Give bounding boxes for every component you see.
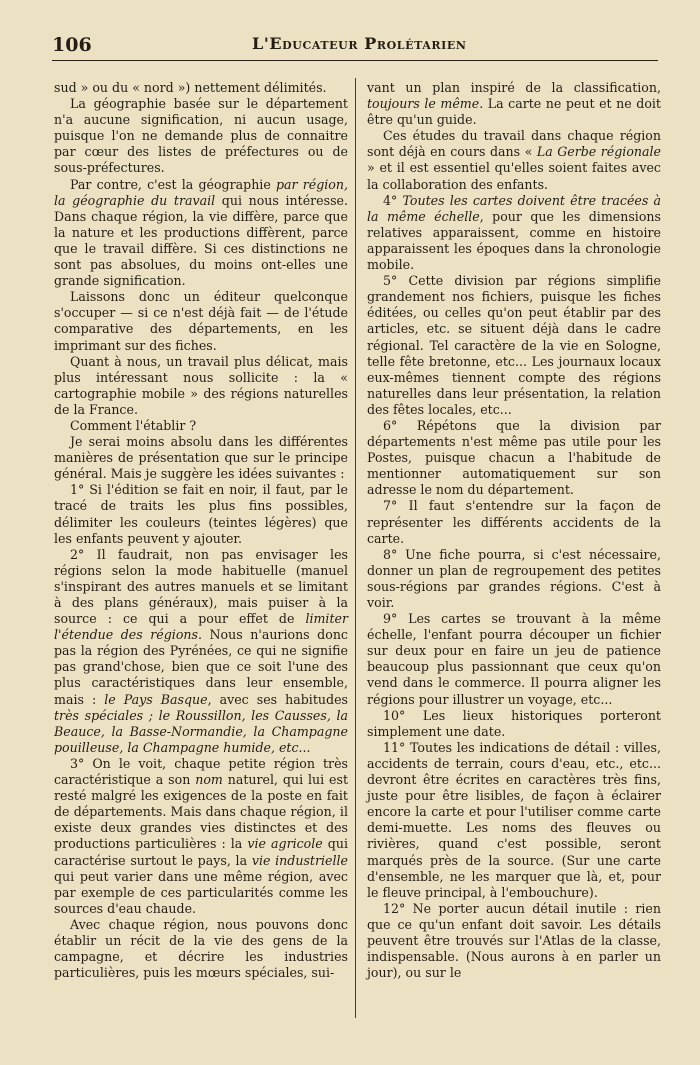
paragraph: 7° Il faut s'entendre sur la façon de représenter les différents accidents de la carte. (367, 498, 661, 546)
left-column (54, 80, 348, 981)
page-header (52, 30, 658, 61)
paragraph: 12° Ne porter aucun détail inutile : rien que ce qu'un enfant doit savoir. Les détails peuvent être trouvés sur l'Atlas de la classe, indispensable. (Nous aurons à en parler un jour), ou sur le (367, 900, 661, 981)
paragraph: 5° Cette division par régions simplifie grandement nos fichiers, puisque les fiches éditées, ou celles qu'on peut établir par des articles, etc. se situent déjà dans le cadre régional. Tel caractère de la vie en Sologne, telle fête bretonne, etc... Les journaux locaux eux-mêmes tiennent compte des régions naturelles dans leur présentation, la relation des fêtes locales, etc... (367, 273, 661, 417)
paragraph: 3° On le voit, chaque petite région très caractéristique a son nom naturel, qui lui est resté malgré les exigences de la poste en fait de départements. Mais dans chaque région, il existe deux grandes vies distinctes et des productions particulières : la vie agricole qui caractérise surtout le pays, la vie industrielle qui peut varier dans une même région, avec par exemple de ces particularités comme les sources d'eau chaude. (54, 755, 349, 916)
paragraph: Avec chaque région, nous pouvons donc établir un récit de la vie des gens de la campagne, et décrire les industries particulières, puis les mœurs spéciales, sui- (54, 916, 348, 981)
journal-title: L'Educateur Prolétarien (252, 34, 467, 53)
paragraph: 8° Une fiche pourra, si c'est nécessaire, donner un plan de regroupement des petites sous-régions par grandes régions. C'est à voir. (367, 546, 661, 610)
column-divider (355, 78, 356, 1018)
page-number: 106 (52, 34, 92, 56)
paragraph: 2° Il faudrait, non pas envisager les régions selon la mode habituelle (manuel s'inspirant des autres manuels et se limitant à des plans généraux), mais puiser à la source : ce qui a pour effet de limiter l'étendue des régions. Nous n'aurions donc pas la région des Pyrénées, ce qui ne signifie pas grand'chose, bien que ce soit l'une des plus caractéristiques dans leur ensemble, mais : le Pays Basque, avec ses habitudes très spéciales ; le Roussillon, les Causses, la Beauce, la Basse-Normandie, la Champagne pouilleuse, la Champagne humide, etc... (54, 546, 348, 755)
right-column (367, 80, 661, 981)
paragraph: Quant à nous, un travail plus délicat, mais plus intéressant nous sollicite : la « cartographie mobile » des régions naturelles de la France. (54, 353, 348, 417)
paragraph: 11° Toutes les indications de détail : villes, accidents de terrain, cours d'eau, etc., etc... devront être écrites en caractères très fins, juste pour être lisibles, de façon à éclairer encore la carte et pour l'utiliser comme carte demi-muette. Les noms des fleuves ou rivières, quand c'est possible, seront marqués près de la source. (Sur une carte d'ensemble, ne les marquer que là, et, pour le fleuve principal, à l'embouchure). (367, 739, 661, 900)
paragraph: vant un plan inspiré de la classification, toujours le même. La carte ne peut et ne doit être qu'un guide. (367, 80, 661, 128)
paragraph: Laissons donc un éditeur quelconque s'occuper — si ce n'est déjà fait — de l'étude comparative des départements, en les imprimant sur des fiches. (54, 289, 348, 353)
paragraph: 1° Si l'édition se fait en noir, il faut, par le tracé de traits les plus fins possibles, délimiter les couleurs (teintes légères) que les enfants peuvent y ajouter. (54, 482, 348, 546)
paragraph: 4° Toutes les cartes doivent être tracées à la même échelle, pour que les dimensions relatives apparaissent, comme en histoire apparaissent les époques dans la chronologie mobile. (367, 192, 661, 273)
paragraph: Comment l'établir ? (70, 417, 197, 433)
paragraph: Ces études du travail dans chaque région sont déjà en cours dans « La Gerbe régionale » et il est essentiel qu'elles soient faites avec la collaboration des enfants. (367, 128, 662, 192)
paragraph: sud » ou du « nord ») nettement délimités. (54, 80, 327, 95)
paragraph: Par contre, c'est la géographie par région, la géographie du travail qui nous intéresse. Dans chaque région, la vie diffère, parce que la nature et les productions diffèrent, parce que le travail diffère. Si ces distinctions ne sont pas absolues, du moins ont-elles une grande signification. (54, 176, 348, 289)
paragraph: 9° Les cartes se trouvant à la même échelle, l'enfant pourra découper un fichier sur deux pour en faire un jeu de patience beaucoup plus passionnant que ceux qu'on vend dans le commerce. Il pourra aligner les régions pour illustrer un voyage, etc... (367, 611, 661, 707)
paragraph: La géographie basée sur le département n'a aucune signification, ni aucun usage, puisque l'on ne demande plus de connaitre par cœur des listes de préfectures ou de sous-préfectures. (54, 96, 348, 176)
paragraph: 10° Les lieux historiques porteront simplement une date. (367, 707, 661, 739)
paragraph: 6° Répétons que la division par départements n'est même pas utile pour les Postes, puisque chacun a l'habitude de mentionner automatiquement sur son adresse le nom du département. (367, 417, 661, 498)
paragraph: Je serai moins absolu dans les différentes manières de présentation que sur le principe général. Mais je suggère les idées suivantes : (54, 434, 348, 482)
